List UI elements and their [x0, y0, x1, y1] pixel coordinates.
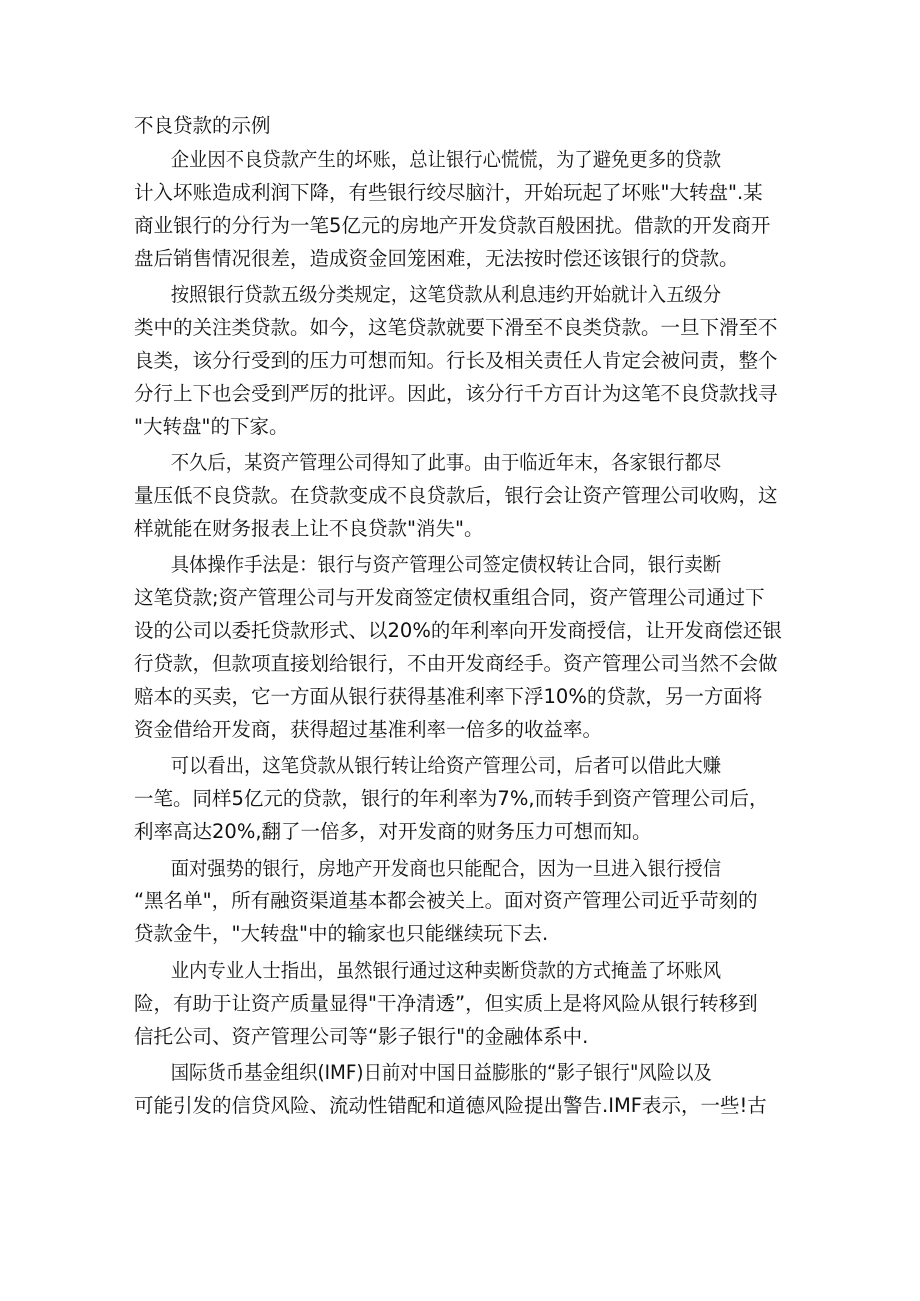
document-body — [134, 144, 794, 1123]
paragraph-line: 资金借给开发商，获得超过基准利率一倍多的收益率。 — [134, 717, 603, 741]
paragraph-line: 按照银行贷款五级分类规定，这笔贷款从利息违约开始就计入五级分 — [170, 283, 722, 307]
paragraph-line: 信托公司、资产管理公司等“影子银行"的金融体系中. — [134, 1024, 589, 1048]
paragraph-line: 赔本的买卖，它一方面从银行获得基准利率下浮10%的贷款，另一方面将 — [134, 685, 763, 708]
paragraph-line: 可以看出，这笔贷款从银行转让给资产管理公司，后者可以借此大赚 — [170, 754, 722, 778]
document-title: 不良贷款的示例 — [134, 114, 271, 137]
paragraph-line: “黑名单"，所有融资渠道基本都会被关上。面对资产管理公司近乎苛刻的 — [134, 889, 758, 913]
paragraph-line: 商业银行的分行为一笔5亿元的房地产开发贷款百般困扰。借款的开发商开 — [134, 213, 771, 237]
paragraph — [134, 955, 794, 1054]
paragraph-line: 业内专业人士指出，虽然银行通过这种卖断贷款的方式掩盖了坏账风 — [170, 958, 722, 982]
paragraph-line: 国际货币基金组织(IMF)日前对中国日益膨胀的“影子银行"风险以及 — [170, 1060, 712, 1084]
paragraph-line: "大转盘"的下家。 — [134, 414, 289, 438]
paragraph-line: 利率高达20%,翻了一倍多，对开发商的财务压力可想而知。 — [134, 820, 652, 844]
paragraph — [134, 853, 794, 952]
paragraph — [134, 144, 794, 276]
paragraph-line: 盘后销售情况很差，造成资金回笼困难，无法按时偿还该银行的贷款。 — [134, 246, 739, 270]
paragraph-line: 可能引发的信贷风险、流动性错配和道德风险提出警告.IMF表示，一些!古 — [134, 1093, 767, 1117]
paragraph — [134, 549, 794, 746]
paragraph-line: 具体操作手法是：银行与资产管理公司签定债权转让合同，银行卖断 — [170, 553, 722, 577]
paragraph-line: 设的公司以委托贷款形式、以20%的年利率向开发商授信，让开发商偿还银 — [134, 619, 782, 643]
paragraph-line: 这笔贷款;资产管理公司与开发商签定债权重组合同，资产管理公司通过下 — [134, 586, 765, 610]
paragraph-line: 样就能在财务报表上让不良贷款"消失"。 — [134, 516, 484, 540]
paragraph-line: 面对强势的银行，房地产开发商也只能配合，因为一旦进入银行授信 — [170, 856, 722, 880]
paragraph-line: 量压低不良贷款。在贷款变成不良贷款后，银行会让资产管理公司收购，这 — [134, 484, 778, 508]
paragraph-line: 企业因不良贷款产生的坏账，总让银行心慌慌，为了避免更多的贷款 — [170, 148, 722, 171]
paragraph-line: 良类，该分行受到的压力可想而知。行长及相关责任人肯定会被问责，整个 — [134, 348, 778, 372]
document-page — [134, 108, 794, 1123]
paragraph-line: 计入坏账造成利润下降，有些银行绞尽脑汁，开始玩起了坏账"大转盘".某 — [134, 180, 763, 204]
paragraph — [134, 279, 794, 444]
paragraph — [134, 1057, 794, 1123]
paragraph — [134, 447, 794, 546]
paragraph-line: 行贷款，但款项直接划给银行，不由开发商经手。资产管理公司当然不会做 — [134, 652, 778, 676]
paragraph-line: 一笔。同样5亿元的贷款，银行的年利率为7%,而转手到资产管理公司后， — [134, 787, 769, 811]
paragraph-line: 不久后，某资产管理公司得知了此事。由于临近年末，各家银行都尽 — [170, 451, 722, 475]
paragraph — [134, 750, 794, 849]
paragraph-line: 贷款金牛，"大转盘"中的输家也只能继续玩下去. — [134, 922, 549, 946]
paragraph-line: 类中的关注类贷款。如今，这笔贷款就要下滑至不良类贷款。一旦下滑至不 — [134, 316, 778, 340]
paragraph-line: 险，有助于让资产质量显得"干净清透”，但实质上是将风险从银行转移到 — [134, 991, 758, 1015]
paragraph-line: 分行上下也会受到严厉的批评。因此，该分行千方百计为这笔不良贷款找寻 — [134, 381, 778, 405]
